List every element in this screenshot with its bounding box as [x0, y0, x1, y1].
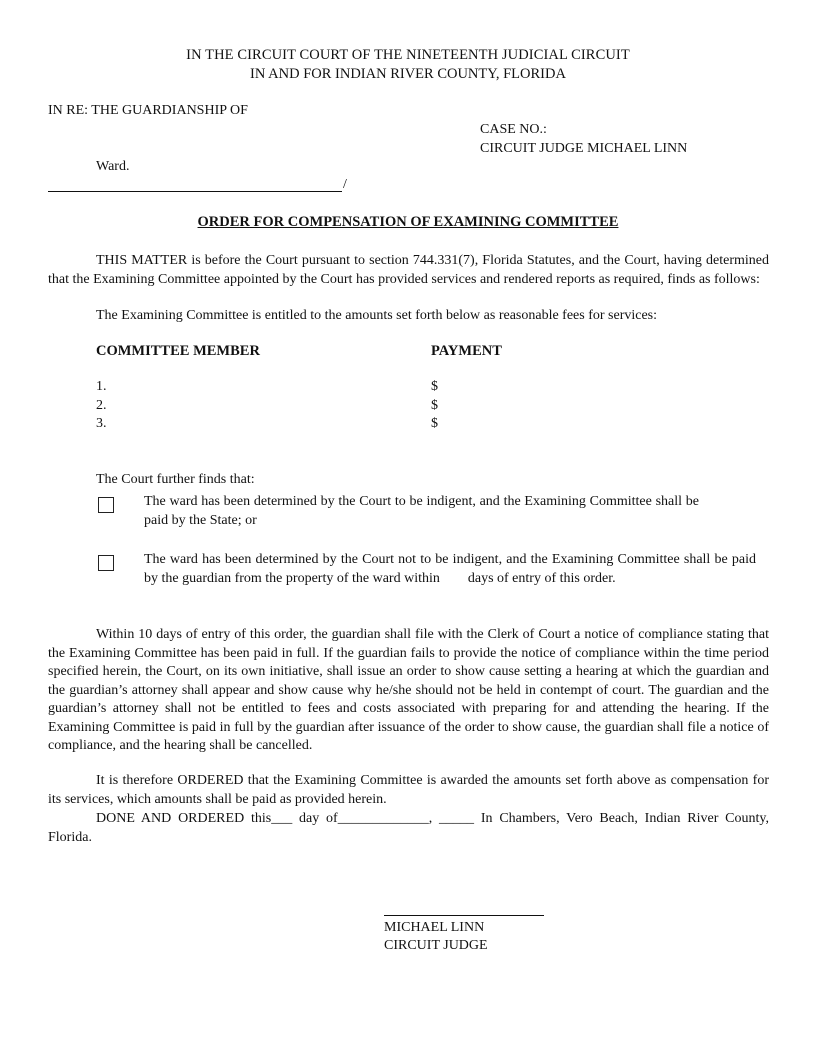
signature-line — [384, 915, 544, 916]
signature-judge-name: MICHAEL LINN — [384, 920, 485, 935]
payment-dollar-sign: $ — [431, 379, 438, 394]
court-name-line-1: IN THE CIRCUIT COURT OF THE NINETEENTH JUDICIAL CIRCUIT — [186, 47, 630, 63]
not-indigent-checkbox[interactable] — [98, 555, 114, 571]
order-title: ORDER FOR COMPENSATION OF EXAMINING COMMITTEE — [197, 214, 619, 230]
member-row-number: 2. — [96, 398, 107, 413]
intro-paragraph: THIS MATTER is before the Court pursuant to section 744.331(7), Florida Statutes, and the Court, having determined that the Examining Committee appointed by the Court has provided services and rendered reports as required, finds as follows: — [48, 253, 769, 287]
indigent-checkbox[interactable] — [98, 497, 114, 513]
signature-judge-title: CIRCUIT JUDGE — [384, 938, 488, 953]
not-indigent-option-text: The ward has been determined by the Court not to be indigent, and the Examining Committee shall be paid by the guardian from the property of the ward within days of entry of this order. — [144, 552, 760, 586]
payment-dollar-sign: $ — [431, 398, 438, 413]
ward-label: Ward. — [96, 159, 130, 174]
committee-member-header: COMMITTEE MEMBER — [96, 343, 260, 359]
done-and-ordered-paragraph: DONE AND ORDERED this___ day of_____________, _____ In Chambers, Vero Beach, Indian River County, Florida. — [48, 811, 769, 845]
court-name-line-2: IN AND FOR INDIAN RIVER COUNTY, FLORIDA — [250, 66, 566, 82]
compliance-paragraph: Within 10 days of entry of this order, the guardian shall file with the Clerk of Court a notice of compliance stating that the Examining Committee has been paid in full. If the guardian fails to provide the notice of compliance within the time period specified herein, the Court, on its own initiative, shall issue an order to show cause setting a hearing at which the guardian and the guardian’s attorney shall appear and show cause why he/she should not be held in contempt of court. The guardian and the guardian’s attorney shall not be entitled to fees and costs associated with preparing for and attending the hearing. If the Examining Committee is paid in full by the guardian after issuance of the order to show cause, the guardian shall file a notice of compliance, and the hearing shall be cancelled. — [48, 627, 769, 753]
ward-name-blank-line — [48, 191, 342, 192]
payment-header: PAYMENT — [431, 343, 502, 359]
case-number-label: CASE NO.: — [480, 122, 547, 137]
further-finds-lead: The Court further finds that: — [96, 472, 255, 487]
payment-dollar-sign: $ — [431, 416, 438, 431]
indigent-option-text: The ward has been determined by the Court to be indigent, and the Examining Committee shall be paid by the State; or — [144, 494, 699, 528]
member-row-number: 3. — [96, 416, 107, 431]
presiding-judge-label: CIRCUIT JUDGE MICHAEL LINN — [480, 141, 688, 156]
in-re-caption: IN RE: THE GUARDIANSHIP OF — [48, 103, 248, 118]
ordered-paragraph: It is therefore ORDERED that the Examining Committee is awarded the amounts set forth above as compensation for its services, which amounts shall be paid as provided herein. — [48, 773, 769, 807]
member-row-number: 1. — [96, 379, 107, 394]
caption-slash: / — [343, 177, 347, 192]
entitled-paragraph: The Examining Committee is entitled to the amounts set forth below as reasonable fees for services: — [96, 308, 658, 323]
